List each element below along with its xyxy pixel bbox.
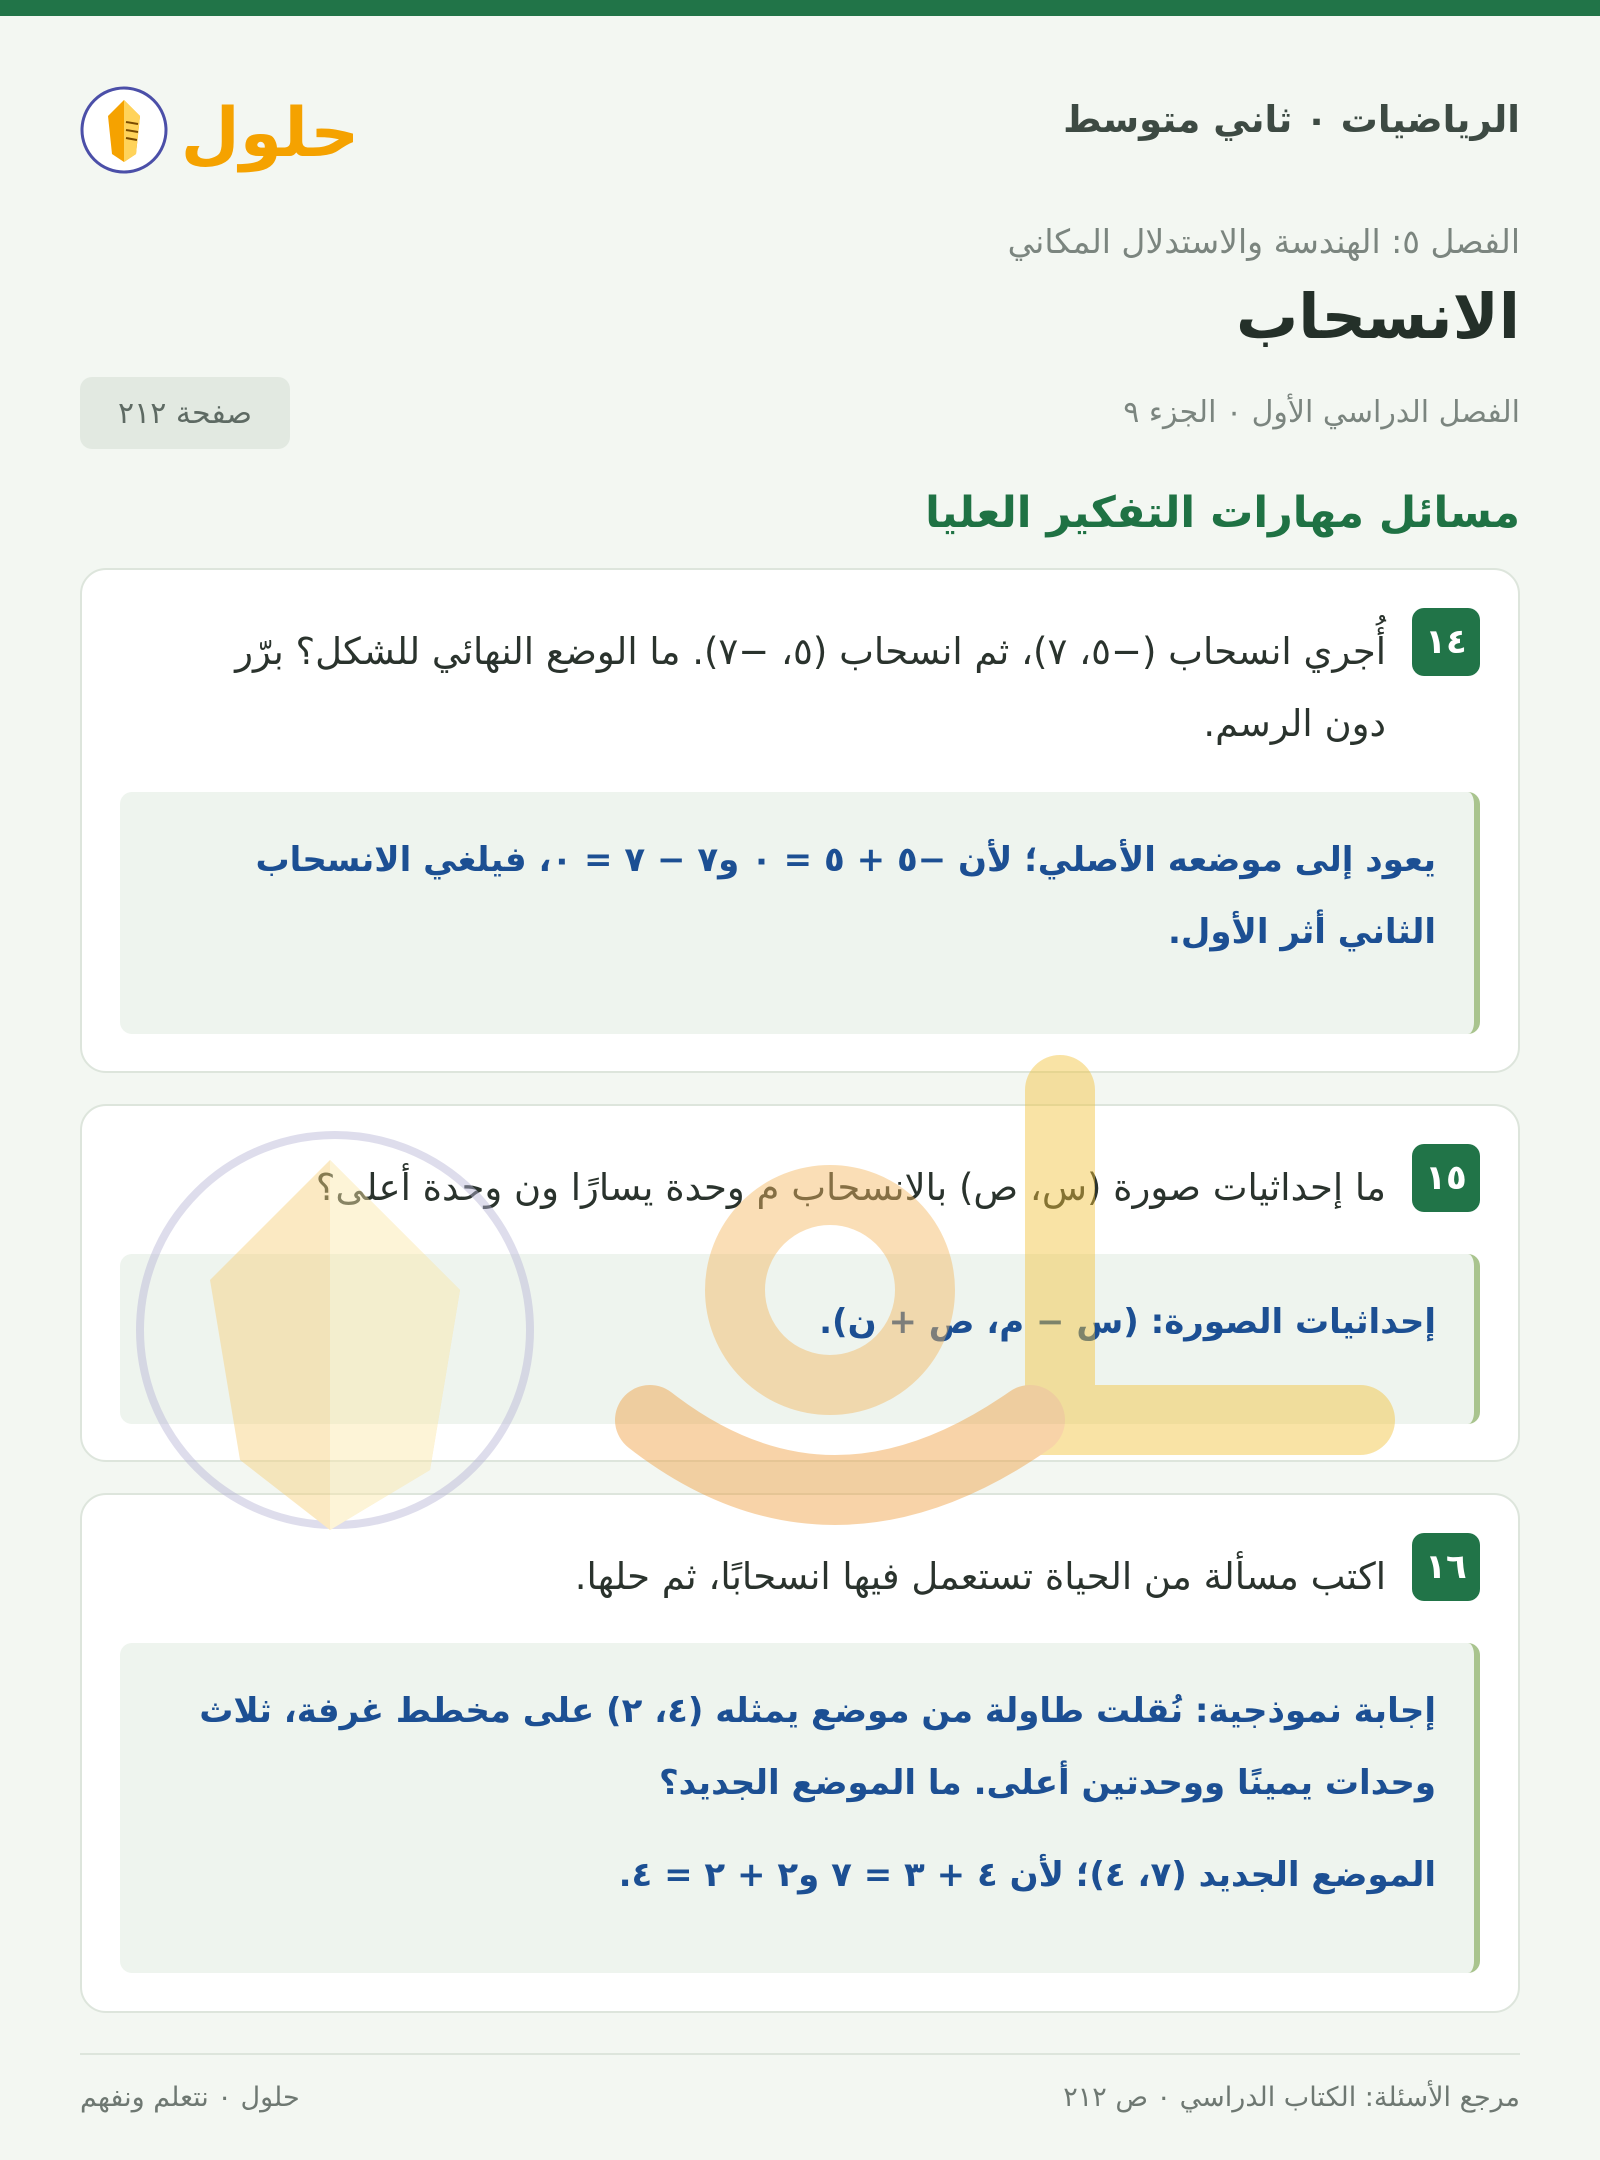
subject-label: الرياضيات ٠ ثاني متوسط	[1063, 98, 1520, 141]
question-text: أُجري انسحاب (−٥، ٧)، ثم انسحاب (٥، −٧). ما الوضع النهائي للشكل؟ برّر دون الرسم.	[235, 630, 1386, 745]
lesson-title: الانسحاب	[1235, 280, 1520, 353]
answer-text: يعود إلى موضعه الأصلي؛ لأن −٥ + ٥ = ٠ و٧ − ٧ = ٠، فيلغي الانسحاب الثاني أثر الأول.	[255, 840, 1436, 952]
question-text: اكتب مسألة من الحياة تستعمل فيها انسحابًا، ثم حلها.	[574, 1555, 1386, 1598]
footer-brand: حلول ٠ نتعلم ونفهم	[80, 2082, 300, 2113]
answer-text: إحداثيات الصورة: (س − م، ص + ن).	[819, 1302, 1436, 1342]
top-accent-bar	[0, 0, 1600, 16]
question-card	[80, 568, 1520, 1073]
hulul-logo[interactable]	[80, 62, 370, 182]
question-card	[80, 1493, 1520, 2013]
question-card	[80, 1104, 1520, 1462]
question-text: ما إحداثيات صورة (س، ص) بالانسحاب م وحدة يسارًا ون وحدة أعلى؟	[315, 1166, 1386, 1209]
chapter-label: الفصل ٥: الهندسة والاستدلال المكاني	[1007, 222, 1520, 261]
answer-box	[120, 1643, 1480, 1973]
term-label: الفصل الدراسي الأول ٠ الجزء ٩	[1123, 395, 1520, 430]
answer-text: الموضع الجديد (٧، ٤)؛ لأن ٤ + ٣ = ٧ و٢ + ٢ = ٤.	[618, 1855, 1436, 1895]
answer-text: إجابة نموذجية: نُقلت طاولة من موضع يمثله (٤، ٢) على مخطط غرفة، ثلاث وحدات يمينًا ووحدتين أعلى. ما الموضع الجديد؟	[199, 1691, 1436, 1803]
section-title: مسائل مهارات التفكير العليا	[925, 488, 1520, 538]
question-number-badge: ١٥	[1412, 1144, 1480, 1212]
logo-wordmark: حلول	[180, 94, 360, 173]
question-number-badge: ١٤	[1412, 608, 1480, 676]
answer-box	[120, 1254, 1480, 1424]
question-number-badge: ١٦	[1412, 1533, 1480, 1601]
page-number-badge: صفحة ٢١٢	[80, 377, 290, 449]
footer-source: مرجع الأسئلة: الكتاب الدراسي ٠ ص ٢١٢	[1063, 2082, 1520, 2113]
page-header	[80, 62, 1520, 182]
footer-divider	[80, 2053, 1520, 2055]
answer-box	[120, 792, 1480, 1034]
